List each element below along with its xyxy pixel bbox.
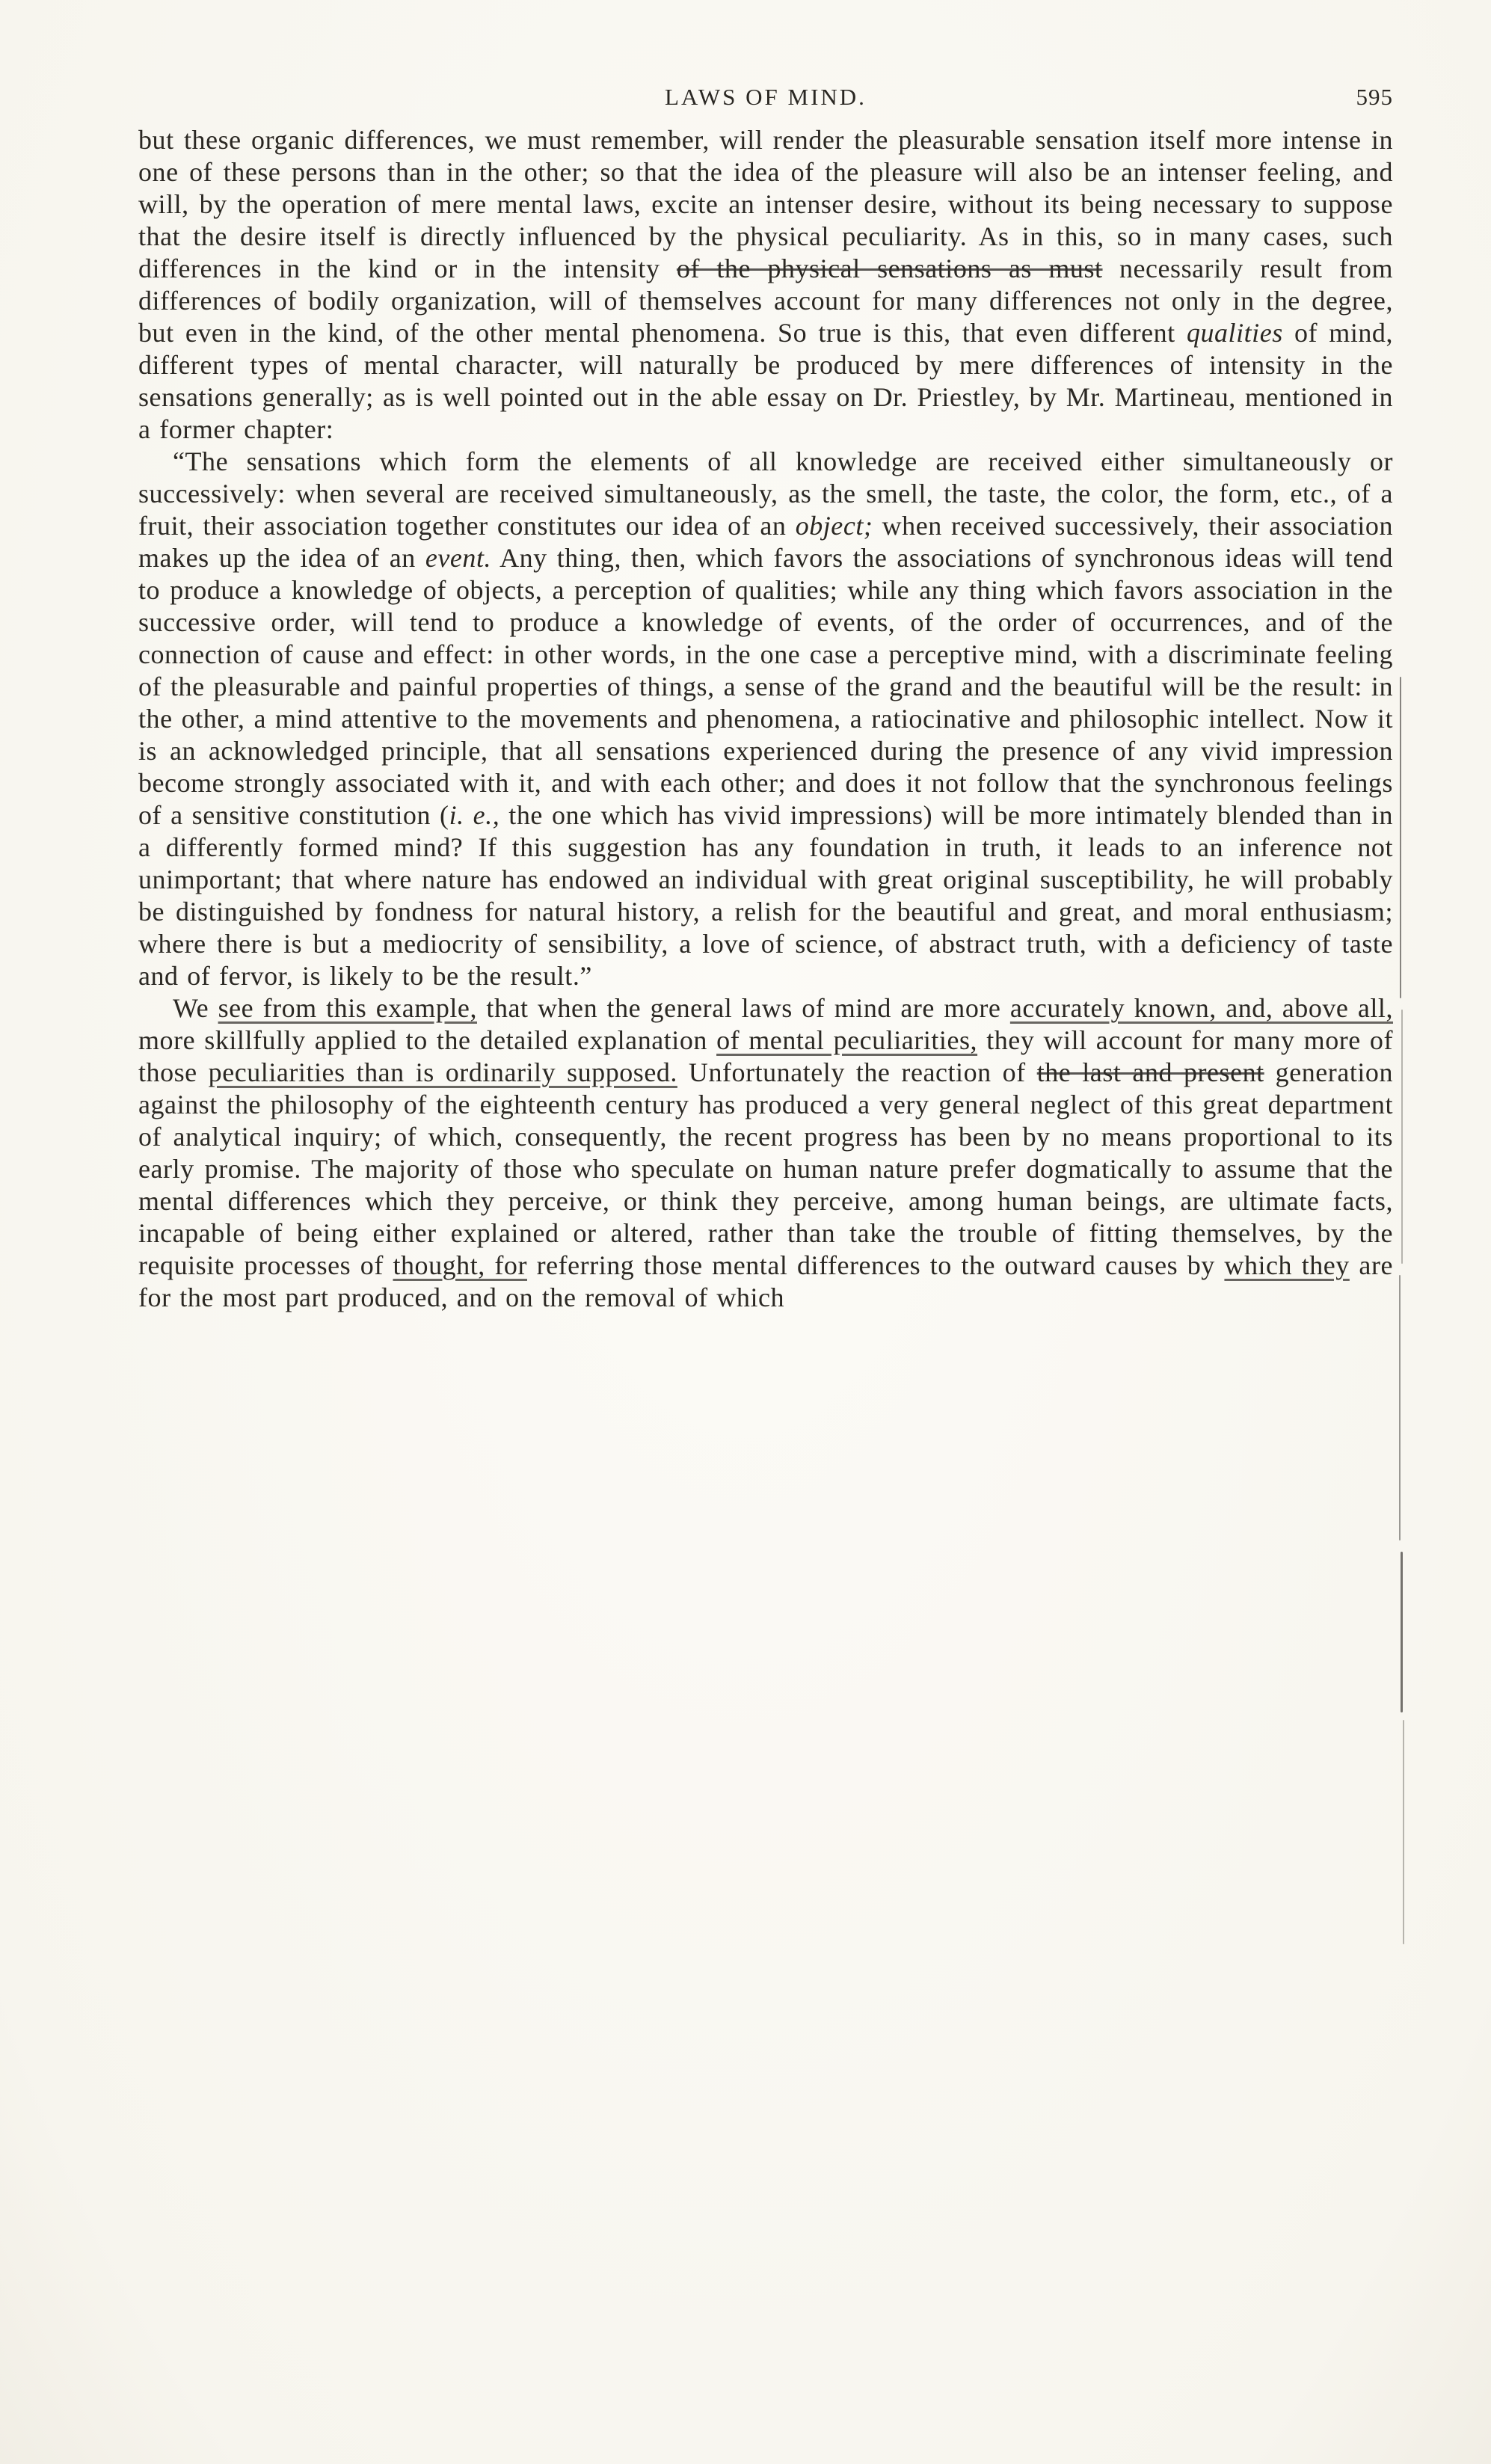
text-segment-pencil-strike: the last and present [1036, 1057, 1264, 1087]
paragraph [138, 124, 1393, 446]
text-segment: necessarily result from differences of bodily organization, will of themselves account for many differences not only in the degree, but even in the kind, of the other mental phenomena. So true is this, that even different [138, 254, 1393, 348]
text-segment: Unfortunately the reaction of [677, 1057, 1037, 1087]
text-segment-italic: event. [425, 543, 492, 573]
text-segment: Any thing, then, which favors the associations of synchronous ideas will tend to produce a knowledge of objects, a perception of qualities; while any thing which favors association in the successive order, will tend to produce a knowledge of events, of the order of occurrences, and of the connection of cause and effect: in other words, in the one case a perceptive mind, with a discriminate feeling of the pleasurable and painful properties of things, a sense of the grand and the beautiful will be the result: in the other, a mind attentive to the movements and phenomena, a ratiocinative and philosophic intellect. Now it is an acknowledged principle, that all sensations experienced during the presence of any vivid impression become strongly associated with it, and with each other; and does it not follow that the synchronous feelings of a sensitive constitution ( [138, 543, 1394, 830]
text-segment-pencil-underline: which they [1224, 1250, 1350, 1280]
paragraph [138, 446, 1393, 992]
text-segment: “The sensations which form the elements of all knowledge are received either simultaneously or successively: when several are received simultaneously, as the smell, the taste, the color, the form, etc., of a fruit, their association together constitutes our idea of an [138, 446, 1393, 541]
page-number: 595 [1356, 84, 1393, 110]
text-segment: are for the most part produced, and on the removal of which [138, 1250, 1393, 1312]
page-title: LAWS OF MIND. [665, 84, 867, 110]
text-block [138, 124, 1393, 1314]
text-segment-pencil-underline: of mental peculiarities, [716, 1025, 978, 1055]
text-segment: but these organic differences, we must remember, will render the pleasurable sensation itself more intense in one of these persons than in the other; so that the idea of the pleasure will also be an intenser feeling, and will, by the operation of mere mental laws, excite an intenser desire, without its being necessary to suppose that the desire itself is directly influenced by the physical peculiarity. As in this, so in many cases, such differences in the kind or in the intensity [138, 125, 1393, 283]
text-segment-pencil-underline: accurately known, and, above all, [1009, 993, 1393, 1023]
text-segment: they will account for many more of those [138, 1025, 1393, 1087]
text-segment-italic: qualities [1186, 318, 1283, 348]
text-segment: of mind, different types of mental character, will naturally be produced by mere differences of intensity in the sensations generally; as is well pointed out in the able essay on Dr. Priestley, by Mr. Martineau, mentioned in a former chapter: [138, 318, 1393, 444]
text-segment-pencil-underline: peculiarities than is ordinarily supposed. [208, 1057, 677, 1087]
paragraph [138, 992, 1393, 1314]
text-segment-italic: i. e., [449, 800, 500, 830]
text-segment: referring those mental differences to the outward causes by [526, 1250, 1225, 1280]
text-segment-pencil-strike: of the physical sensations as must [676, 254, 1103, 283]
margin-pencil-line [1403, 1720, 1404, 1944]
text-segment-italic: object; [795, 511, 873, 541]
margin-pencil-line [1401, 1010, 1403, 1264]
margin-pencil-line [1400, 677, 1401, 998]
text-segment: generation against the philosophy of the eighteenth century has produced a very general neglect of this great department of analytical inquiry; of which, consequently, the recent progress has been by no means proportional to its early promise. The majority of those who speculate on human nature prefer dogmatically to assume that the mental differences which they perceive, or think they perceive, among human beings, are ultimate facts, incapable of being either explained or altered, rather than take the trouble of fitting themselves, by the requisite processes of [138, 1057, 1394, 1280]
text-segment-pencil-underline: thought, for [393, 1250, 527, 1280]
text-segment: that when the general laws of mind are more [477, 993, 1010, 1023]
margin-pencil-line [1399, 1275, 1401, 1540]
margin-pencil-line [1401, 1552, 1403, 1712]
running-head [138, 84, 1393, 111]
text-segment: the one which has vivid impressions) will be more intimately blended than in a differently formed mind? If this suggestion has any foundation in truth, it leads to an inference not unimportant; that where nature has endowed an individual with great original susceptibility, he will probably be distinguished by fondness for natural history, a relish for the beautiful and great, and moral enthusiasm; where there is but a mediocrity of sensibility, a love of science, of abstract truth, with a deficiency of taste and of fervor, is likely to be the result.” [138, 800, 1393, 991]
text-segment: when received successively, their association makes up the idea of an [138, 511, 1394, 573]
text-segment-pencil-underline: see from this example, [218, 993, 477, 1023]
text-segment: We [173, 993, 218, 1023]
text-segment: more skillfully applied to the detailed explanation [138, 1025, 717, 1055]
